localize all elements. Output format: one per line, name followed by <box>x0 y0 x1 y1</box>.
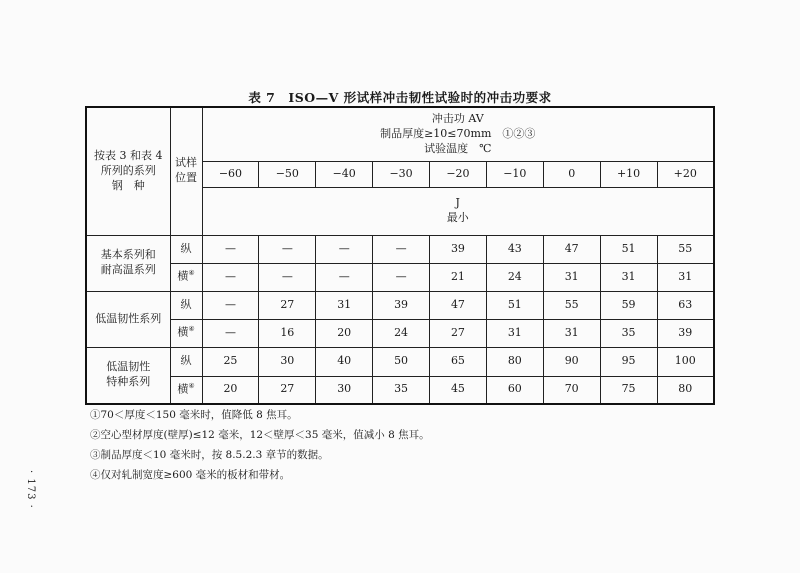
position-cell <box>170 319 202 347</box>
impact-energy-header <box>202 107 714 161</box>
series-label-line: 低温韧性系列 <box>95 311 162 325</box>
value-cell: 43 <box>486 235 543 263</box>
value-cell: 31 <box>543 319 600 347</box>
value-cell: 55 <box>657 235 714 263</box>
position-label: 横 <box>177 325 189 339</box>
value-cell: 39 <box>657 319 714 347</box>
value-cell: — <box>202 235 259 263</box>
page-number: · 173 · <box>25 470 36 509</box>
series-label-cell <box>86 235 170 291</box>
table-row <box>86 291 714 319</box>
impact-header-line: 冲击功 AV <box>431 111 484 125</box>
value-cell: — <box>373 235 430 263</box>
value-cell: — <box>202 263 259 291</box>
position-header-line: 试样 <box>175 156 197 170</box>
footnote: ②空心型材厚度(壁厚)≤12 毫米，12＜壁厚＜35 毫米，值减小 8 焦耳。 <box>90 429 430 441</box>
value-cell: 25 <box>202 347 259 376</box>
series-header-cell <box>86 107 170 235</box>
position-cell <box>170 263 202 291</box>
position-label: 纵 <box>180 241 192 255</box>
table-caption: 表 7 ISO—V 形试样冲击韧性试验时的冲击功要求 <box>248 90 552 105</box>
temperature-header-cell: −60 <box>202 161 259 187</box>
value-cell: 20 <box>316 319 373 347</box>
series-label-cell <box>86 291 170 347</box>
footnote: ④仅对轧制宽度≥600 毫米的板材和带材。 <box>90 469 291 481</box>
value-cell: 59 <box>600 291 657 319</box>
unit-line: J <box>455 196 460 210</box>
series-label-line: 耐高温系列 <box>100 263 156 276</box>
value-cell: 30 <box>259 347 316 376</box>
series-header-line: 按表 3 和表 4 <box>94 148 163 162</box>
position-cell <box>170 235 202 263</box>
impact-header-line: 制品厚度≥10≤70mm ①②③ <box>380 126 536 140</box>
value-cell: — <box>259 235 316 263</box>
table-row <box>86 263 714 291</box>
impact-energy-table <box>85 106 715 405</box>
position-cell <box>170 291 202 319</box>
footnotes <box>90 405 430 485</box>
value-cell: 35 <box>600 319 657 347</box>
value-cell: — <box>259 263 316 291</box>
value-cell: 75 <box>600 376 657 404</box>
value-cell: 51 <box>486 291 543 319</box>
footnote-mark: ④ <box>188 382 195 390</box>
value-cell: 31 <box>486 319 543 347</box>
series-header-line: 钢 种 <box>111 178 145 192</box>
unit-header <box>202 187 714 235</box>
temperature-header-cell: −20 <box>430 161 487 187</box>
value-cell: 35 <box>373 376 430 404</box>
value-cell: 40 <box>316 347 373 376</box>
value-cell: 65 <box>430 347 487 376</box>
position-label: 横 <box>177 382 189 396</box>
value-cell: 27 <box>259 376 316 404</box>
position-header-line: 位置 <box>175 171 197 185</box>
temperature-header-cell: +10 <box>600 161 657 187</box>
unit-line: 最小 <box>446 211 469 224</box>
position-label: 横 <box>177 269 189 283</box>
value-cell: 39 <box>430 235 487 263</box>
value-cell: 20 <box>202 376 259 404</box>
value-cell: 80 <box>657 376 714 404</box>
value-cell: 95 <box>600 347 657 376</box>
table-row <box>86 347 714 376</box>
value-cell: — <box>316 235 373 263</box>
temperature-header-cell: −50 <box>259 161 316 187</box>
position-label: 纵 <box>180 354 192 368</box>
value-cell: 27 <box>259 291 316 319</box>
value-cell: 24 <box>373 319 430 347</box>
series-label-line: 特种系列 <box>106 375 151 389</box>
value-cell: 47 <box>430 291 487 319</box>
value-cell: 31 <box>600 263 657 291</box>
value-cell: — <box>202 319 259 347</box>
position-label: 纵 <box>180 297 192 311</box>
value-cell: 100 <box>657 347 714 376</box>
value-cell: 27 <box>430 319 487 347</box>
value-cell: 39 <box>373 291 430 319</box>
value-cell: 24 <box>486 263 543 291</box>
value-cell: 31 <box>657 263 714 291</box>
value-cell: 47 <box>543 235 600 263</box>
table-row <box>86 376 714 404</box>
value-cell: 31 <box>543 263 600 291</box>
value-cell: 80 <box>486 347 543 376</box>
temperature-header-cell: −40 <box>316 161 373 187</box>
value-cell: 60 <box>486 376 543 404</box>
value-cell: 63 <box>657 291 714 319</box>
footnote: ①70＜厚度＜150 毫米时，值降低 8 焦耳。 <box>90 409 298 421</box>
value-cell: 90 <box>543 347 600 376</box>
temperature-header-cell: −10 <box>486 161 543 187</box>
temperature-header-cell: 0 <box>543 161 600 187</box>
series-label-line: 低温韧性 <box>106 360 151 374</box>
value-cell: 55 <box>543 291 600 319</box>
temperature-header-cell: −30 <box>373 161 430 187</box>
series-header-line: 所列的系列 <box>100 163 156 177</box>
footnote-mark: ④ <box>188 269 195 278</box>
value-cell: 16 <box>259 319 316 347</box>
table-row <box>86 235 714 263</box>
series-label-cell <box>86 347 170 404</box>
value-cell: 45 <box>430 376 487 404</box>
position-cell <box>170 376 202 404</box>
position-cell <box>170 347 202 376</box>
value-cell: 21 <box>430 263 487 291</box>
footnote-mark: ④ <box>188 325 195 334</box>
value-cell: — <box>316 263 373 291</box>
value-cell: 70 <box>543 376 600 404</box>
value-cell: — <box>202 291 259 319</box>
value-cell: — <box>373 263 430 291</box>
impact-header-line: 试验温度 ℃ <box>424 141 492 155</box>
position-header-cell <box>170 107 202 235</box>
value-cell: 30 <box>316 376 373 404</box>
series-label-line: 基本系列和 <box>100 248 156 262</box>
value-cell: 50 <box>373 347 430 376</box>
value-cell: 51 <box>600 235 657 263</box>
footnote: ③制品厚度＜10 毫米时，按 8.5.2.3 章节的数据。 <box>90 449 329 461</box>
table-row <box>86 319 714 347</box>
value-cell: 31 <box>316 291 373 319</box>
temperature-header-cell: +20 <box>657 161 714 187</box>
